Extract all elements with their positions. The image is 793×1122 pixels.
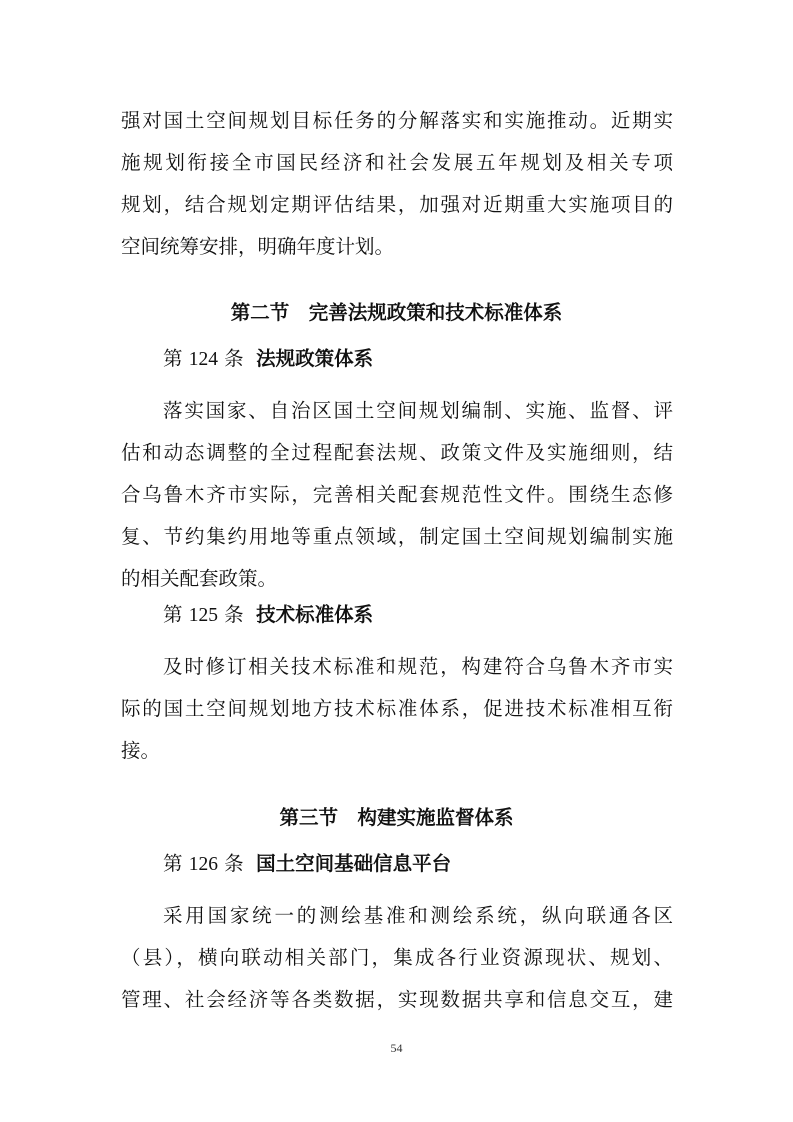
article-number: 124 [188,349,218,370]
paragraph-line: 及时修订相关技术标准和规范，构建符合乌鲁木齐市实 [163,655,673,678]
paragraph-line: 强对国土空间规划目标任务的分解落实和实施推动。近期实 [121,109,673,132]
paragraph-line: 空间统筹安排，明确年度计划。 [121,235,395,258]
article-heading [163,851,451,878]
article-number: 125 [188,605,218,626]
section-heading: 第三节 构建实施监督体系 [279,806,514,829]
page-number: 54 [390,1041,403,1055]
paragraph-line: 接。 [121,739,161,762]
paragraph-line: 落实国家、自治区国土空间规划编制、实施、监督、评 [163,399,673,422]
paragraph-line: 际的国土空间规划地方技术标准体系，促进技术标准相互衔 [121,697,673,720]
paragraph-line: 采用国家统一的测绘基准和测绘系统，纵向联通各区 [163,904,673,927]
article-suffix: 条 [217,603,257,626]
paragraph-line: 管理、社会经济等各类数据，实现数据共享和信息交互，建 [121,988,673,1011]
article-title: 技术标准体系 [256,603,374,626]
paragraph-line: 规划，结合规划定期评估结果，加强对近期重大实施项目的 [121,193,673,216]
article-prefix: 第 [163,603,189,626]
article-title: 国土空间基础信息平台 [256,852,452,875]
paragraph-line: 的相关配套政策。 [121,567,278,590]
article-number: 126 [188,854,218,875]
article-prefix: 第 [163,852,189,875]
article-prefix: 第 [163,347,189,370]
paragraph-line: 合乌鲁木齐市实际，完善相关配套规范性文件。围绕生态修 [121,483,673,506]
article-suffix: 条 [217,852,257,875]
article-heading [163,346,373,373]
article-title: 法规政策体系 [256,347,374,370]
paragraph-line: 施规划衔接全市国民经济和社会发展五年规划及相关专项 [121,151,673,174]
article-heading [163,602,373,629]
paragraph-line: 复、节约集约用地等重点领域，制定国土空间规划编制实施 [121,525,673,548]
article-suffix: 条 [217,347,257,370]
section-heading: 第二节 完善法规政策和技术标准体系 [230,301,563,324]
paragraph-line: 估和动态调整的全过程配套法规、政策文件及实施细则，结 [121,441,673,464]
paragraph-line: （县），横向联动相关部门，集成各行业资源现状、规划、 [121,946,673,969]
